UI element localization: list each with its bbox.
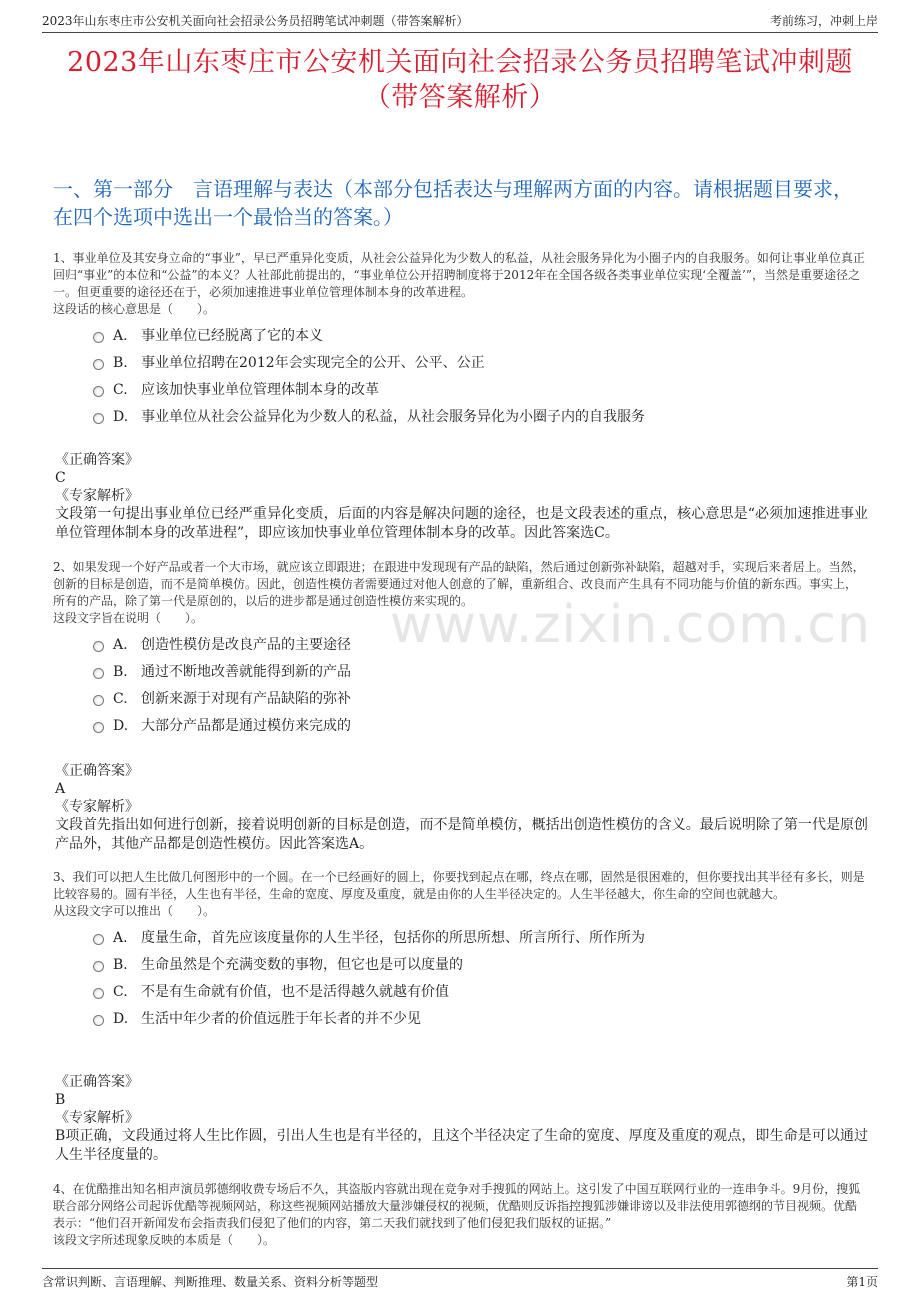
radio-icon[interactable]	[93, 668, 104, 679]
option-c[interactable]: C. 不是有生命就有价值，也不是活得越久就越有价值	[93, 982, 868, 1009]
option-b[interactable]: B. 事业单位招聘在2012年会实现完全的公开、公平、公正	[93, 353, 868, 380]
option-c[interactable]: C. 创新来源于对现有产品缺陷的弥补	[93, 689, 868, 716]
page-number: 第1页	[846, 1275, 878, 1289]
analysis-label: 《专家解析》	[55, 1110, 139, 1126]
option-a[interactable]: A. 创造性模仿是改良产品的主要途径	[93, 635, 868, 662]
option-text: 事业单位已经脱离了它的本义	[141, 328, 323, 344]
option-text: 创造性模仿是改良产品的主要途径	[141, 637, 351, 653]
document-title: 2023年山东枣庄市公安机关面向社会招录公务员招聘笔试冲刺题（带答案解析）	[67, 47, 853, 113]
option-a[interactable]: A. 度量生命，首先应该度量你的人生半径，包括你的所思所想、所言所行、所作所为	[93, 928, 868, 955]
radio-icon[interactable]	[93, 988, 104, 999]
section-heading: 一、第一部分 言语理解与表达（本部分包括表达与理解两方面的内容。请根据题目要求，在四个选项中选出一个最恰当的答案。）	[53, 177, 853, 229]
option-text: 度量生命，首先应该度量你的人生半径，包括你的所思所想、所言所行、所作所为	[141, 930, 645, 946]
correct-answer: B	[55, 1092, 66, 1108]
option-text: 应该加快事业单位管理体制本身的改革	[141, 382, 379, 398]
question-1	[53, 250, 868, 434]
answer-label: 《正确答案》	[55, 1074, 139, 1090]
analysis-label: 《专家解析》	[55, 488, 139, 504]
option-c[interactable]: C. 应该加快事业单位管理体制本身的改革	[93, 380, 868, 407]
option-d[interactable]: D. 大部分产品都是通过模仿来完成的	[93, 716, 868, 743]
question-stem: 3、我们可以把人生比做几何图形中的一个圆。在一个已经画好的圆上，你要找到起点在哪，终点在哪，固然是很困难的，但你要找出其半径有多长，则是比较容易的。圆有半径，人生也有半径，生命的宽度、厚度及重度，就是由你的人生半径决定的。人生半径越大，你生命的空间也就越大。	[53, 870, 865, 901]
answer-block-2	[55, 762, 868, 854]
radio-icon[interactable]	[93, 695, 104, 706]
radio-icon[interactable]	[93, 413, 104, 424]
correct-answer: A	[55, 781, 66, 797]
question-prompt: 该段文字所述现象反映的本质是（ ）。	[53, 1233, 276, 1247]
radio-icon[interactable]	[93, 1015, 104, 1026]
analysis-label: 《专家解析》	[55, 799, 139, 815]
radio-icon[interactable]	[93, 722, 104, 733]
question-stem: 2、如果发现一个好产品或者一个大市场，就应该立即跟进；在跟进中发现现有产品的缺陷，然后通过创新弥补缺陷，超越对手，实现后来者居上。当然，创新的目标是创造，而不是简单模仿。因此，创造性模仿者需要通过对他人创意的了解，重新组合、改良而产生具有不同功能与价值的新东西。事实上，所有的产品，除了第一代是原创的，以后的进步都是通过创造性模仿来实现的。	[53, 560, 865, 608]
radio-icon[interactable]	[93, 359, 104, 370]
header-title: 2023年山东枣庄市公安机关面向社会招录公务员招聘笔试冲刺题（带答案解析）	[42, 14, 469, 28]
question-4	[53, 1181, 868, 1249]
answer-label: 《正确答案》	[55, 763, 139, 779]
answer-label: 《正确答案》	[55, 452, 139, 468]
correct-answer: C	[55, 470, 66, 486]
question-prompt: 这段文字旨在说明（ ）。	[53, 611, 204, 625]
question-3	[53, 869, 868, 1036]
analysis-text: B项正确，文段通过将人生比作圆，引出人生也是有半径的，且这个半径决定了生命的宽度、厚度及重度的观点，即生命是可以通过人生半径度量的。	[55, 1128, 868, 1163]
option-d[interactable]: D. 生活中年少者的价值远胜于年长者的并不少见	[93, 1009, 868, 1036]
answer-block-3	[55, 1073, 868, 1165]
page-header	[42, 10, 878, 33]
question-stem: 4、在优酷推出知名相声演员郭德纲收费专场后不久，其盗版内容就出现在竞争对手搜狐的网站上。这引发了中国互联网行业的一连串争斗。9月份，搜狐联合部分网络公司起诉优酷等视频网站，称这些视频网站播放大量涉嫌侵权的视频，优酷则反诉指控搜狐涉嫌诽谤以及非法使用郭德纲的节目视频。优酷表示：“他们召开新闻发布会指责我们侵犯了他们的内容，第二天我们就找到了他们侵犯我们版权的证据。”	[53, 1182, 861, 1230]
option-b[interactable]: B. 生命虽然是个充满变数的事物，但它也是可以度量的	[93, 955, 868, 982]
footer-note: 含常识判断、言语理解、判断推理、数量关系、资料分析等题型	[42, 1275, 379, 1289]
radio-icon[interactable]	[93, 386, 104, 397]
option-d[interactable]: D. 事业单位从社会公益异化为少数人的私益，从社会服务异化为小圈子内的自我服务	[93, 407, 868, 434]
radio-icon[interactable]	[93, 961, 104, 972]
option-text: 生命虽然是个充满变数的事物，但它也是可以度量的	[141, 957, 463, 973]
option-text: 不是有生命就有价值，也不是活得越久就越有价值	[141, 984, 449, 1000]
radio-icon[interactable]	[93, 934, 104, 945]
page-footer	[42, 1268, 878, 1293]
question-2	[53, 559, 868, 743]
header-slogan: 考前练习，冲刺上岸	[769, 14, 878, 28]
option-text: 生活中年少者的价值远胜于年长者的并不少见	[141, 1011, 421, 1027]
radio-icon[interactable]	[93, 332, 104, 343]
option-text: 事业单位招聘在2012年会实现完全的公开、公平、公正	[141, 355, 485, 371]
radio-icon[interactable]	[93, 641, 104, 652]
option-text: 大部分产品都是通过模仿来完成的	[141, 718, 351, 734]
question-prompt: 这段话的核心意思是（ ）。	[53, 302, 216, 316]
watermark: www.zixin.com.cn	[390, 595, 871, 655]
question-prompt: 从这段文字可以推出（ ）。	[53, 904, 216, 918]
option-a[interactable]: A. 事业单位已经脱离了它的本义	[93, 326, 868, 353]
analysis-text: 文段首先指出如何进行创新，接着说明创新的目标是创造，而不是简单模仿，概括出创造性模仿的含义。最后说明除了第一代是原创产品外，其他产品都是创造性模仿。因此答案选A。	[55, 817, 868, 852]
option-text: 创新来源于对现有产品缺陷的弥补	[141, 691, 351, 707]
option-text: 事业单位从社会公益异化为少数人的私益，从社会服务异化为小圈子内的自我服务	[141, 409, 645, 425]
answer-block-1	[55, 451, 868, 543]
option-text: 通过不断地改善就能得到新的产品	[141, 664, 351, 680]
option-b[interactable]: B. 通过不断地改善就能得到新的产品	[93, 662, 868, 689]
analysis-text: 文段第一句提出事业单位已经严重异化变质，后面的内容是解决问题的途径，也是文段表述的重点，核心意思是“必须加速推进事业单位管理体制本身的改革进程”，即应该加快事业单位管理体制本身的改革。因此答案选C。	[55, 506, 868, 541]
question-stem: 1、事业单位及其安身立命的“事业”，早已严重异化变质，从社会公益异化为少数人的私益，从社会服务异化为小圈子内的自我服务。如何让事业单位真正回归“事业”的本位和“公益”的本义？人社部此前提出的，“事业单位公开招聘制度将于2012年在全国各级各类事业单位实现‘全覆盖’”，当然是重要途径之一。但更重要的途径还在于，必须加速推进事业单位管理体制本身的改革进程。	[53, 251, 865, 299]
